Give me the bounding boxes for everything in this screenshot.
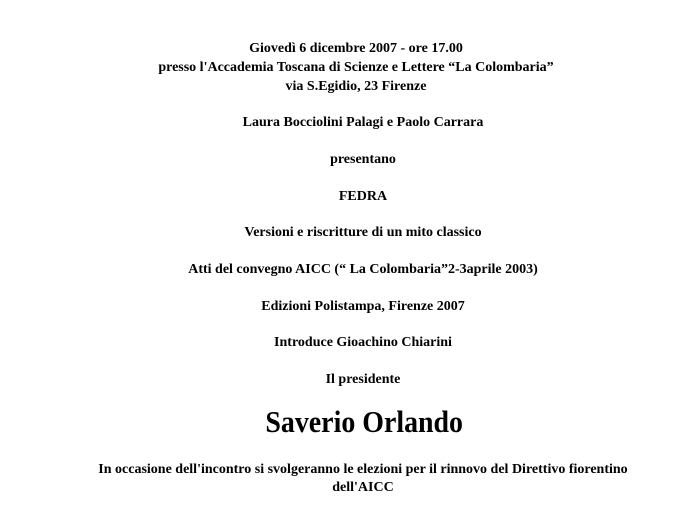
event-venue: presso l'Accademia Toscana di Scienze e Lettere “La Colombaria” — [158, 60, 554, 75]
president-name: Saverio Orlando — [265, 404, 464, 439]
election-note-line-2: dell'AICC — [332, 480, 394, 495]
event-address: via S.Egidio, 23 Firenze — [285, 79, 427, 94]
president-label: Il presidente — [325, 372, 401, 387]
publisher-info: Edizioni Polistampa, Firenze 2007 — [261, 299, 465, 314]
book-title: FEDRA — [338, 189, 388, 204]
book-subtitle: Versioni e riscritture di un mito classico — [244, 225, 482, 240]
event-date-time: Giovedì 6 dicembre 2007 - ore 17.00 — [249, 41, 463, 56]
introduction-info: Introduce Gioachino Chiarini — [274, 335, 452, 350]
election-note-line-1: In occasione dell'incontro si svolgeranno le elezioni per il rinnovo del Direttivo fiorentino — [98, 462, 628, 477]
presentano-label: presentano — [330, 152, 396, 167]
presenters: Laura Bocciolini Palagi e Paolo Carrara — [242, 115, 484, 130]
proceedings-info: Atti del convegno AICC (“ La Colombaria”2-3aprile 2003) — [188, 262, 538, 277]
